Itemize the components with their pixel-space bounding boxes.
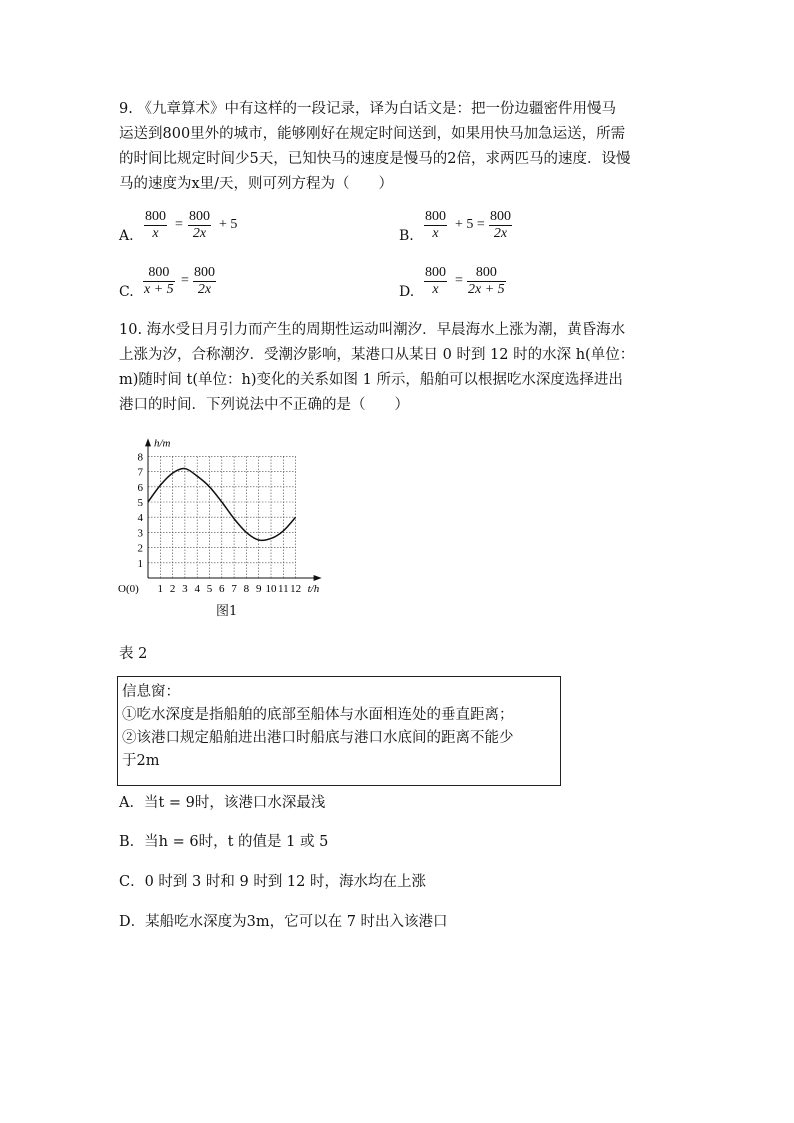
fraction: 800 2x + 5: [468, 265, 505, 297]
equals-sign: =: [455, 273, 463, 288]
equals-sign: =: [181, 273, 189, 288]
x-axis-label: t/h: [307, 583, 320, 595]
info-item-2: ②该港口规定船舶进出港口时船底与港口水底间的距离不能少: [122, 730, 514, 746]
x-tick-label: 7: [231, 583, 237, 595]
y-tick-label: 2: [137, 542, 143, 555]
info-title: 信息窗：: [122, 684, 180, 700]
y-tick-label: 8: [137, 451, 143, 464]
tide-chart: [112, 430, 332, 620]
y-axis-arrow: [145, 438, 151, 446]
y-tick-label: 4: [137, 512, 143, 525]
info-item-1: ①吃水深度是指船舶的底部至船体与水面相连处的垂直距离；: [122, 707, 514, 723]
info-window: [117, 676, 561, 786]
x-axis-arrow: [314, 575, 322, 581]
table-label: 表 2: [119, 646, 148, 662]
q10-line-2: 上涨为汐，合称潮汐．受潮汐影响，某港口从某日 0 时到 12 时的水深 h(单位：: [119, 347, 635, 363]
fraction: 800 x: [425, 209, 446, 241]
x-tick-label: 10: [265, 583, 277, 595]
x-tick-label: 1: [157, 583, 164, 595]
y-tick-label: 1: [137, 557, 143, 570]
q9-line-1: 9. 《九章算术》中有这样的一段记录，译为白话文是：把一份边疆密件用慢马: [119, 101, 616, 117]
option-a-label: A.: [119, 228, 134, 244]
q10-option-a[interactable]: A．当t = 9时，该港口水深最浅: [119, 795, 326, 811]
x-tick-label: 3: [182, 583, 188, 595]
q9-line-3: 的时间比规定时间少5天，已知快马的速度是慢马的2倍，求两匹马的速度．设慢: [119, 151, 631, 167]
figure-caption: 图1: [216, 604, 238, 619]
x-tick-label: 8: [243, 583, 250, 595]
q9-line-2: 运送到800里外的城市，能够刚好在规定时间送到，如果用快马加急运送，所需: [119, 126, 626, 142]
fraction: 800 2x: [194, 265, 215, 297]
option-c-label: C.: [119, 284, 134, 300]
info-item-3: 于2m: [122, 753, 160, 769]
fraction: 800 x + 5: [144, 265, 174, 297]
plus-term: + 5: [219, 217, 238, 232]
y-tick-label: 5: [137, 497, 143, 509]
plus-equals: + 5 =: [455, 217, 485, 232]
q10-option-c[interactable]: C．0 时到 3 时和 9 时到 12 时，海水均在上涨: [119, 874, 426, 890]
x-tick-label: 5: [206, 583, 213, 595]
x-tick-label: 4: [194, 583, 200, 595]
fraction: 800 x: [145, 209, 166, 241]
x-tick-label: 2: [169, 583, 176, 595]
x-tick-label: 9: [255, 583, 262, 595]
x-tick-label: 12: [290, 583, 302, 595]
fraction: 800 x: [425, 265, 446, 297]
y-tick-label: 3: [137, 527, 143, 540]
x-tick-label: 6: [219, 583, 225, 595]
option-d-label: D.: [399, 284, 415, 300]
q9-line-4: 马的速度为x里/天，则可列方程为（ ）: [119, 176, 394, 192]
equals-sign: =: [175, 217, 183, 232]
y-axis-label: h/m: [154, 437, 171, 450]
fraction: 800 2x: [490, 209, 511, 241]
q10-line-3: m)随时间 t(单位：h)变化的关系如图 1 所示，船舶可以根据吃水深度选择进出: [119, 372, 623, 388]
y-tick-label: 7: [137, 466, 143, 479]
option-b-label: B.: [399, 228, 414, 244]
q10-option-b[interactable]: B．当h = 6时，t 的值是 1 或 5: [119, 834, 329, 850]
y-tick-label: 6: [137, 481, 143, 494]
fraction: 800 2x: [189, 209, 210, 241]
q10-option-d[interactable]: D．某船吃水深度为3m，它可以在 7 时出入该港口: [119, 914, 448, 930]
x-tick-label: 11: [278, 583, 289, 595]
origin-label: O(0): [118, 583, 139, 595]
q10-line-4: 港口的时间．下列说法中不正确的是（ ）: [119, 397, 409, 413]
q10-line-1: 10. 海水受日月引力而产生的周期性运动叫潮汐．早晨海水上涨为潮，黄昏海水: [119, 322, 626, 338]
